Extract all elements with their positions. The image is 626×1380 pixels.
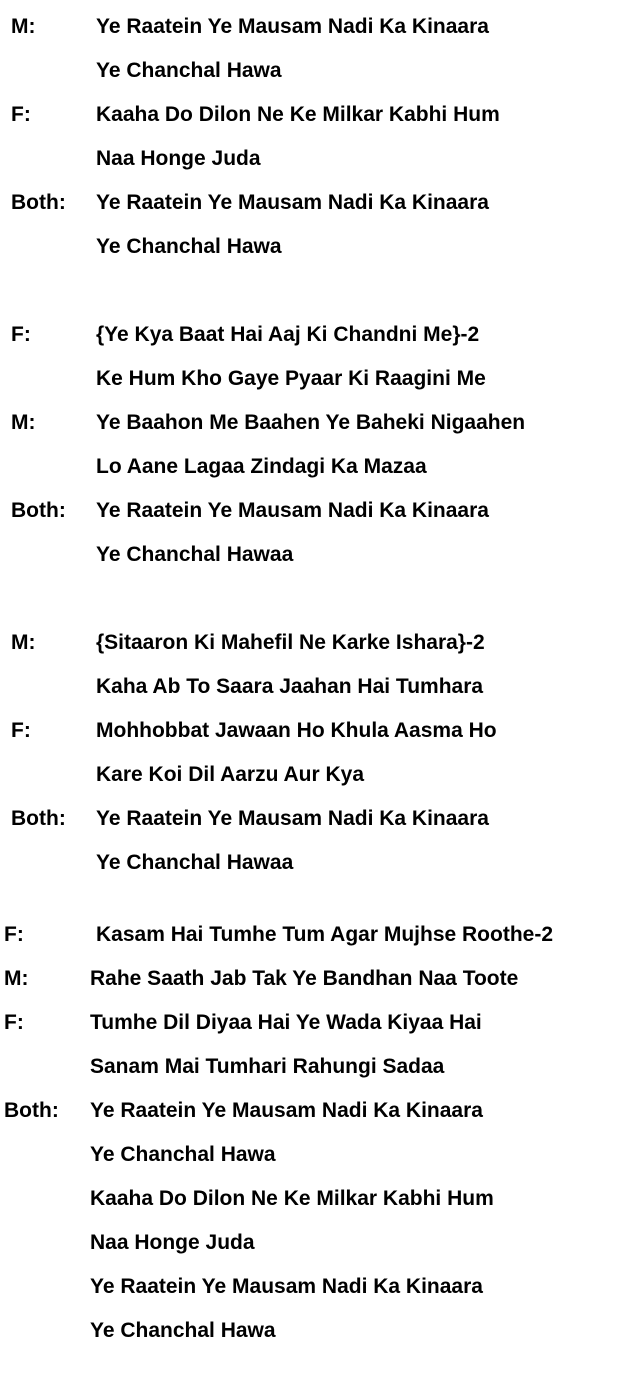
singer-label: Both: (4, 1099, 59, 1122)
lyric-text: Kasam Hai Tumhe Tum Agar Mujhse Roothe-2 (96, 923, 554, 946)
lyric-text: Ke Hum Kho Gaye Pyaar Ki Raagini Me (96, 367, 486, 390)
lyric-text: Ye Baahon Me Baahen Ye Baheki Nigaahen (96, 411, 526, 434)
lyric-text: Naa Honge Juda (96, 147, 261, 170)
singer-label: F: (4, 1011, 24, 1034)
lyric-text: Mohhobbat Jawaan Ho Khula Aasma Ho (96, 719, 497, 742)
lyric-text: Ye Raatein Ye Mausam Nadi Ka Kinaara (96, 15, 489, 38)
lyric-text: Lo Aane Lagaa Zindagi Ka Mazaa (96, 455, 427, 478)
lyric-text: Kaaha Do Dilon Ne Ke Milkar Kabhi Hum (90, 1187, 494, 1210)
singer-label: F: (11, 103, 31, 126)
lyric-text: {Sitaaron Ki Mahefil Ne Karke Ishara}-2 (96, 631, 485, 654)
lyric-text: Ye Raatein Ye Mausam Nadi Ka Kinaara (90, 1099, 483, 1122)
lyric-text: Ye Chanchal Hawaa (96, 543, 294, 566)
lyric-text: {Ye Kya Baat Hai Aaj Ki Chandni Me}-2 (96, 323, 480, 346)
lyric-text: Ye Chanchal Hawaa (96, 851, 294, 874)
singer-label: F: (11, 323, 31, 346)
lyric-text: Ye Chanchal Hawa (96, 59, 282, 82)
lyric-text: Ye Raatein Ye Mausam Nadi Ka Kinaara (96, 807, 489, 830)
singer-label: F: (11, 719, 31, 742)
lyric-text: Kare Koi Dil Aarzu Aur Kya (96, 763, 365, 786)
singer-label: M: (11, 15, 36, 38)
lyric-text: Ye Raatein Ye Mausam Nadi Ka Kinaara (90, 1275, 483, 1298)
lyric-text: Ye Chanchal Hawa (90, 1143, 276, 1166)
singer-label: Both: (11, 807, 66, 830)
singer-label: F: (4, 923, 24, 946)
lyric-text: Ye Raatein Ye Mausam Nadi Ka Kinaara (96, 499, 489, 522)
lyric-text: Ye Chanchal Hawa (90, 1319, 276, 1342)
lyric-text: Naa Honge Juda (90, 1231, 255, 1254)
singer-label: M: (11, 631, 36, 654)
lyric-text: Ye Chanchal Hawa (96, 235, 282, 258)
singer-label: Both: (11, 191, 66, 214)
lyric-text: Tumhe Dil Diyaa Hai Ye Wada Kiyaa Hai (90, 1011, 482, 1034)
lyric-text: Kaha Ab To Saara Jaahan Hai Tumhara (96, 675, 484, 698)
lyric-text: Sanam Mai Tumhari Rahungi Sadaa (90, 1055, 445, 1078)
lyric-text: Rahe Saath Jab Tak Ye Bandhan Naa Toote (90, 967, 519, 990)
singer-label: M: (11, 411, 36, 434)
singer-label: M: (4, 967, 29, 990)
lyric-text: Ye Raatein Ye Mausam Nadi Ka Kinaara (96, 191, 489, 214)
singer-label: Both: (11, 499, 66, 522)
lyric-text: Kaaha Do Dilon Ne Ke Milkar Kabhi Hum (96, 103, 500, 126)
